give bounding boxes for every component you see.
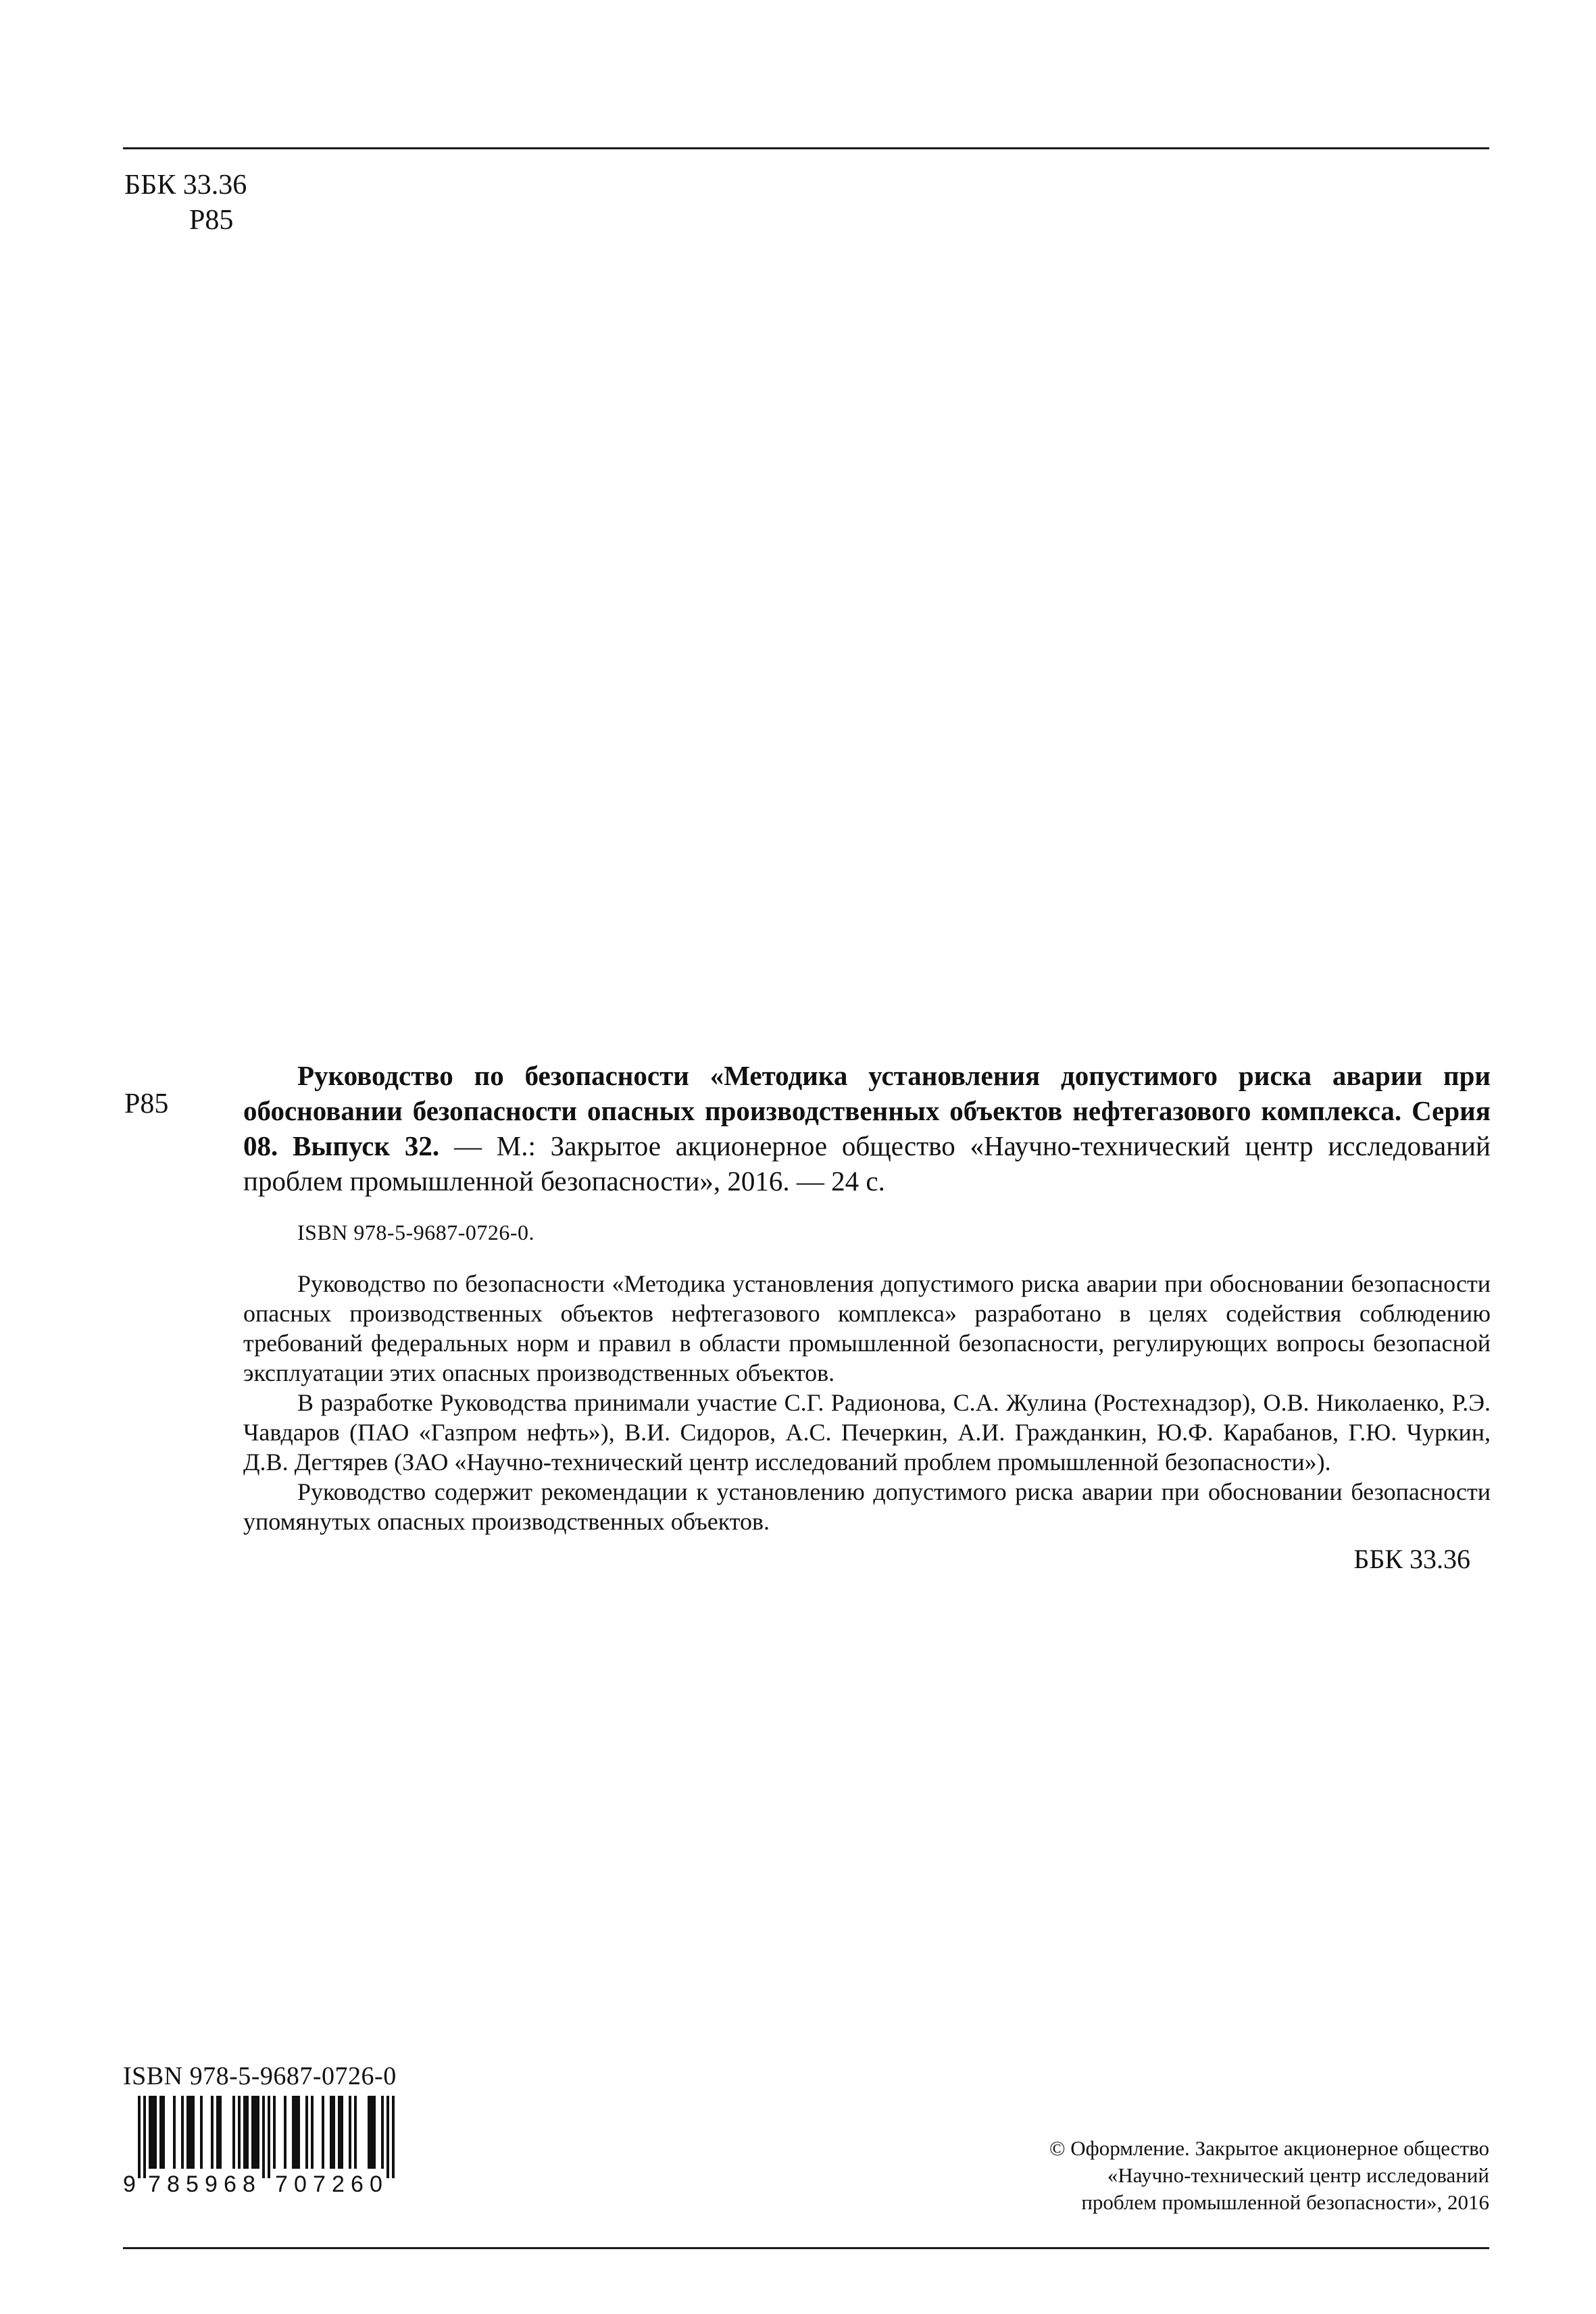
barcode-digit: 7 <box>313 2171 326 2197</box>
barcode-bar <box>189 2096 192 2169</box>
barcode-digit: 9 <box>205 2171 218 2197</box>
barcode-bar <box>173 2096 176 2169</box>
barcode-bar <box>370 2096 373 2169</box>
isbn-text: ISBN 978-5-9687-0726-0. <box>297 1220 535 1244</box>
barcode-digit: 0 <box>294 2171 307 2197</box>
barcode-digit: 7 <box>275 2171 288 2197</box>
barcode-bar <box>257 2096 259 2169</box>
barcode-bar <box>311 2096 314 2169</box>
barcode-bar <box>354 2096 357 2169</box>
barcode-bar <box>341 2096 343 2169</box>
barcode-bar <box>338 2096 341 2169</box>
bbk-classification <box>124 168 247 238</box>
barcode-bar <box>192 2096 195 2169</box>
barcode-digit: 8 <box>243 2171 255 2197</box>
barcode-bar <box>143 2096 146 2178</box>
copyright-line: проблем промышленной безопасности», 2016 <box>1081 2190 1489 2214</box>
barcode-bar <box>330 2096 332 2169</box>
imprint: — М.: Закрытое акционерное общество «Научно-технический центр исследований проблем промышленной безопасности», 2016. — 24 с. <box>243 1130 1491 1197</box>
barcode-digit: 8 <box>167 2171 180 2197</box>
copyright-line: © Оформление. Закрытое акционерное общество <box>1049 2136 1489 2160</box>
barcode <box>123 2096 407 2197</box>
barcode-bar <box>381 2096 384 2169</box>
barcode-bar <box>262 2096 265 2178</box>
barcode-digit: 5 <box>186 2171 199 2197</box>
annotation <box>243 1269 1491 1536</box>
barcode-bar <box>268 2096 270 2178</box>
barcode-bar <box>251 2096 254 2169</box>
copyright-notice <box>973 2135 1489 2216</box>
barcode-bar <box>232 2096 235 2169</box>
barcode-bar <box>322 2096 324 2169</box>
bottom-rule <box>123 2247 1489 2249</box>
barcode-bar <box>254 2096 257 2169</box>
barcode-bar <box>386 2096 389 2178</box>
barcode-bar <box>295 2096 297 2169</box>
bibliographic-description <box>243 1058 1491 1199</box>
barcode-bar <box>151 2096 154 2169</box>
bbk-code: ББК 33.36 <box>124 170 247 201</box>
barcode-bar <box>392 2096 395 2178</box>
barcode-bar <box>216 2096 219 2169</box>
isbn-barcode-label: ISBN 978-5-9687-0726-0 <box>123 2062 397 2090</box>
barcode-bar <box>246 2096 249 2169</box>
copyright-line: «Научно-технический центр исследований <box>1107 2163 1489 2187</box>
annotation-paragraph: Руководство по безопасности «Методика установления допустимого риска аварии при обосновании безопасности опасных производственных объектов нефтегазового комплекса» разработано в целях содействия соблюдению требований федеральных норм и правил в области промышленной безопасности, регулирующих вопросы безопасной эксплуатации этих опасных производственных объектов. <box>243 1270 1491 1386</box>
barcode-bar <box>349 2096 351 2169</box>
barcode-bar <box>219 2096 222 2169</box>
isbn-barcode-block <box>123 2061 407 2197</box>
barcode-digit: 0 <box>370 2171 382 2197</box>
book-title: Руководство по безопасности «Методика установления допустимого риска аварии при обосновании безопасности опасных производственных объектов нефтегазового комплекса. Серия 08. Выпуск 32. <box>243 1060 1491 1161</box>
barcode-bar <box>305 2096 308 2169</box>
barcode-bar <box>138 2096 141 2178</box>
barcode-digit: 2 <box>332 2171 345 2197</box>
barcode-bar <box>243 2096 246 2169</box>
barcode-bar <box>332 2096 335 2169</box>
barcode-bar <box>186 2096 189 2169</box>
barcode-bar <box>297 2096 300 2169</box>
barcode-bar <box>238 2096 241 2169</box>
entry-author-mark: Р85 <box>124 1088 169 1120</box>
barcode-digit: 9 <box>123 2171 136 2197</box>
barcode-digit: 6 <box>224 2171 236 2197</box>
barcode-bar <box>368 2096 370 2169</box>
author-mark: Р85 <box>189 205 234 236</box>
barcode-bar <box>149 2096 151 2169</box>
barcode-bar <box>154 2096 157 2169</box>
annotation-paragraph: В разработке Руководства принимали участие С.Г. Радионова, С.А. Жулина (Ростехнадзор), О.В. Николаенко, Р.Э. Чавдаров (ПАО «Газпром нефть»), В.И. Сидоров, А.С. Печеркин, А.И. Гражданкин, Ю.Ф. Карабанов, Г.Ю. Чуркин, Д.В. Дегтярев (ЗАО «Научно-технический центр исследований проблем промышленной безопасности»). <box>243 1389 1491 1476</box>
barcode-digit: 7 <box>148 2171 161 2197</box>
barcode-bar <box>292 2096 295 2169</box>
top-rule <box>123 147 1489 149</box>
barcode-bar <box>211 2096 214 2169</box>
barcode-digit: 6 <box>351 2171 364 2197</box>
barcode-bar <box>159 2096 162 2169</box>
barcode-bar <box>162 2096 165 2169</box>
bibliographic-entry <box>243 1058 1491 1577</box>
barcode-bar <box>284 2096 286 2169</box>
barcode-bar <box>200 2096 203 2169</box>
bbk-code-bottom: ББК 33.36 <box>1353 1544 1470 1574</box>
annotation-paragraph: Руководство содержит рекомендации к установлению допустимого риска аварии при обосновании безопасности упомянутых опасных производственных объектов. <box>243 1478 1491 1535</box>
barcode-bar <box>273 2096 276 2169</box>
barcode-bar <box>373 2096 376 2169</box>
barcode-bar <box>181 2096 184 2169</box>
